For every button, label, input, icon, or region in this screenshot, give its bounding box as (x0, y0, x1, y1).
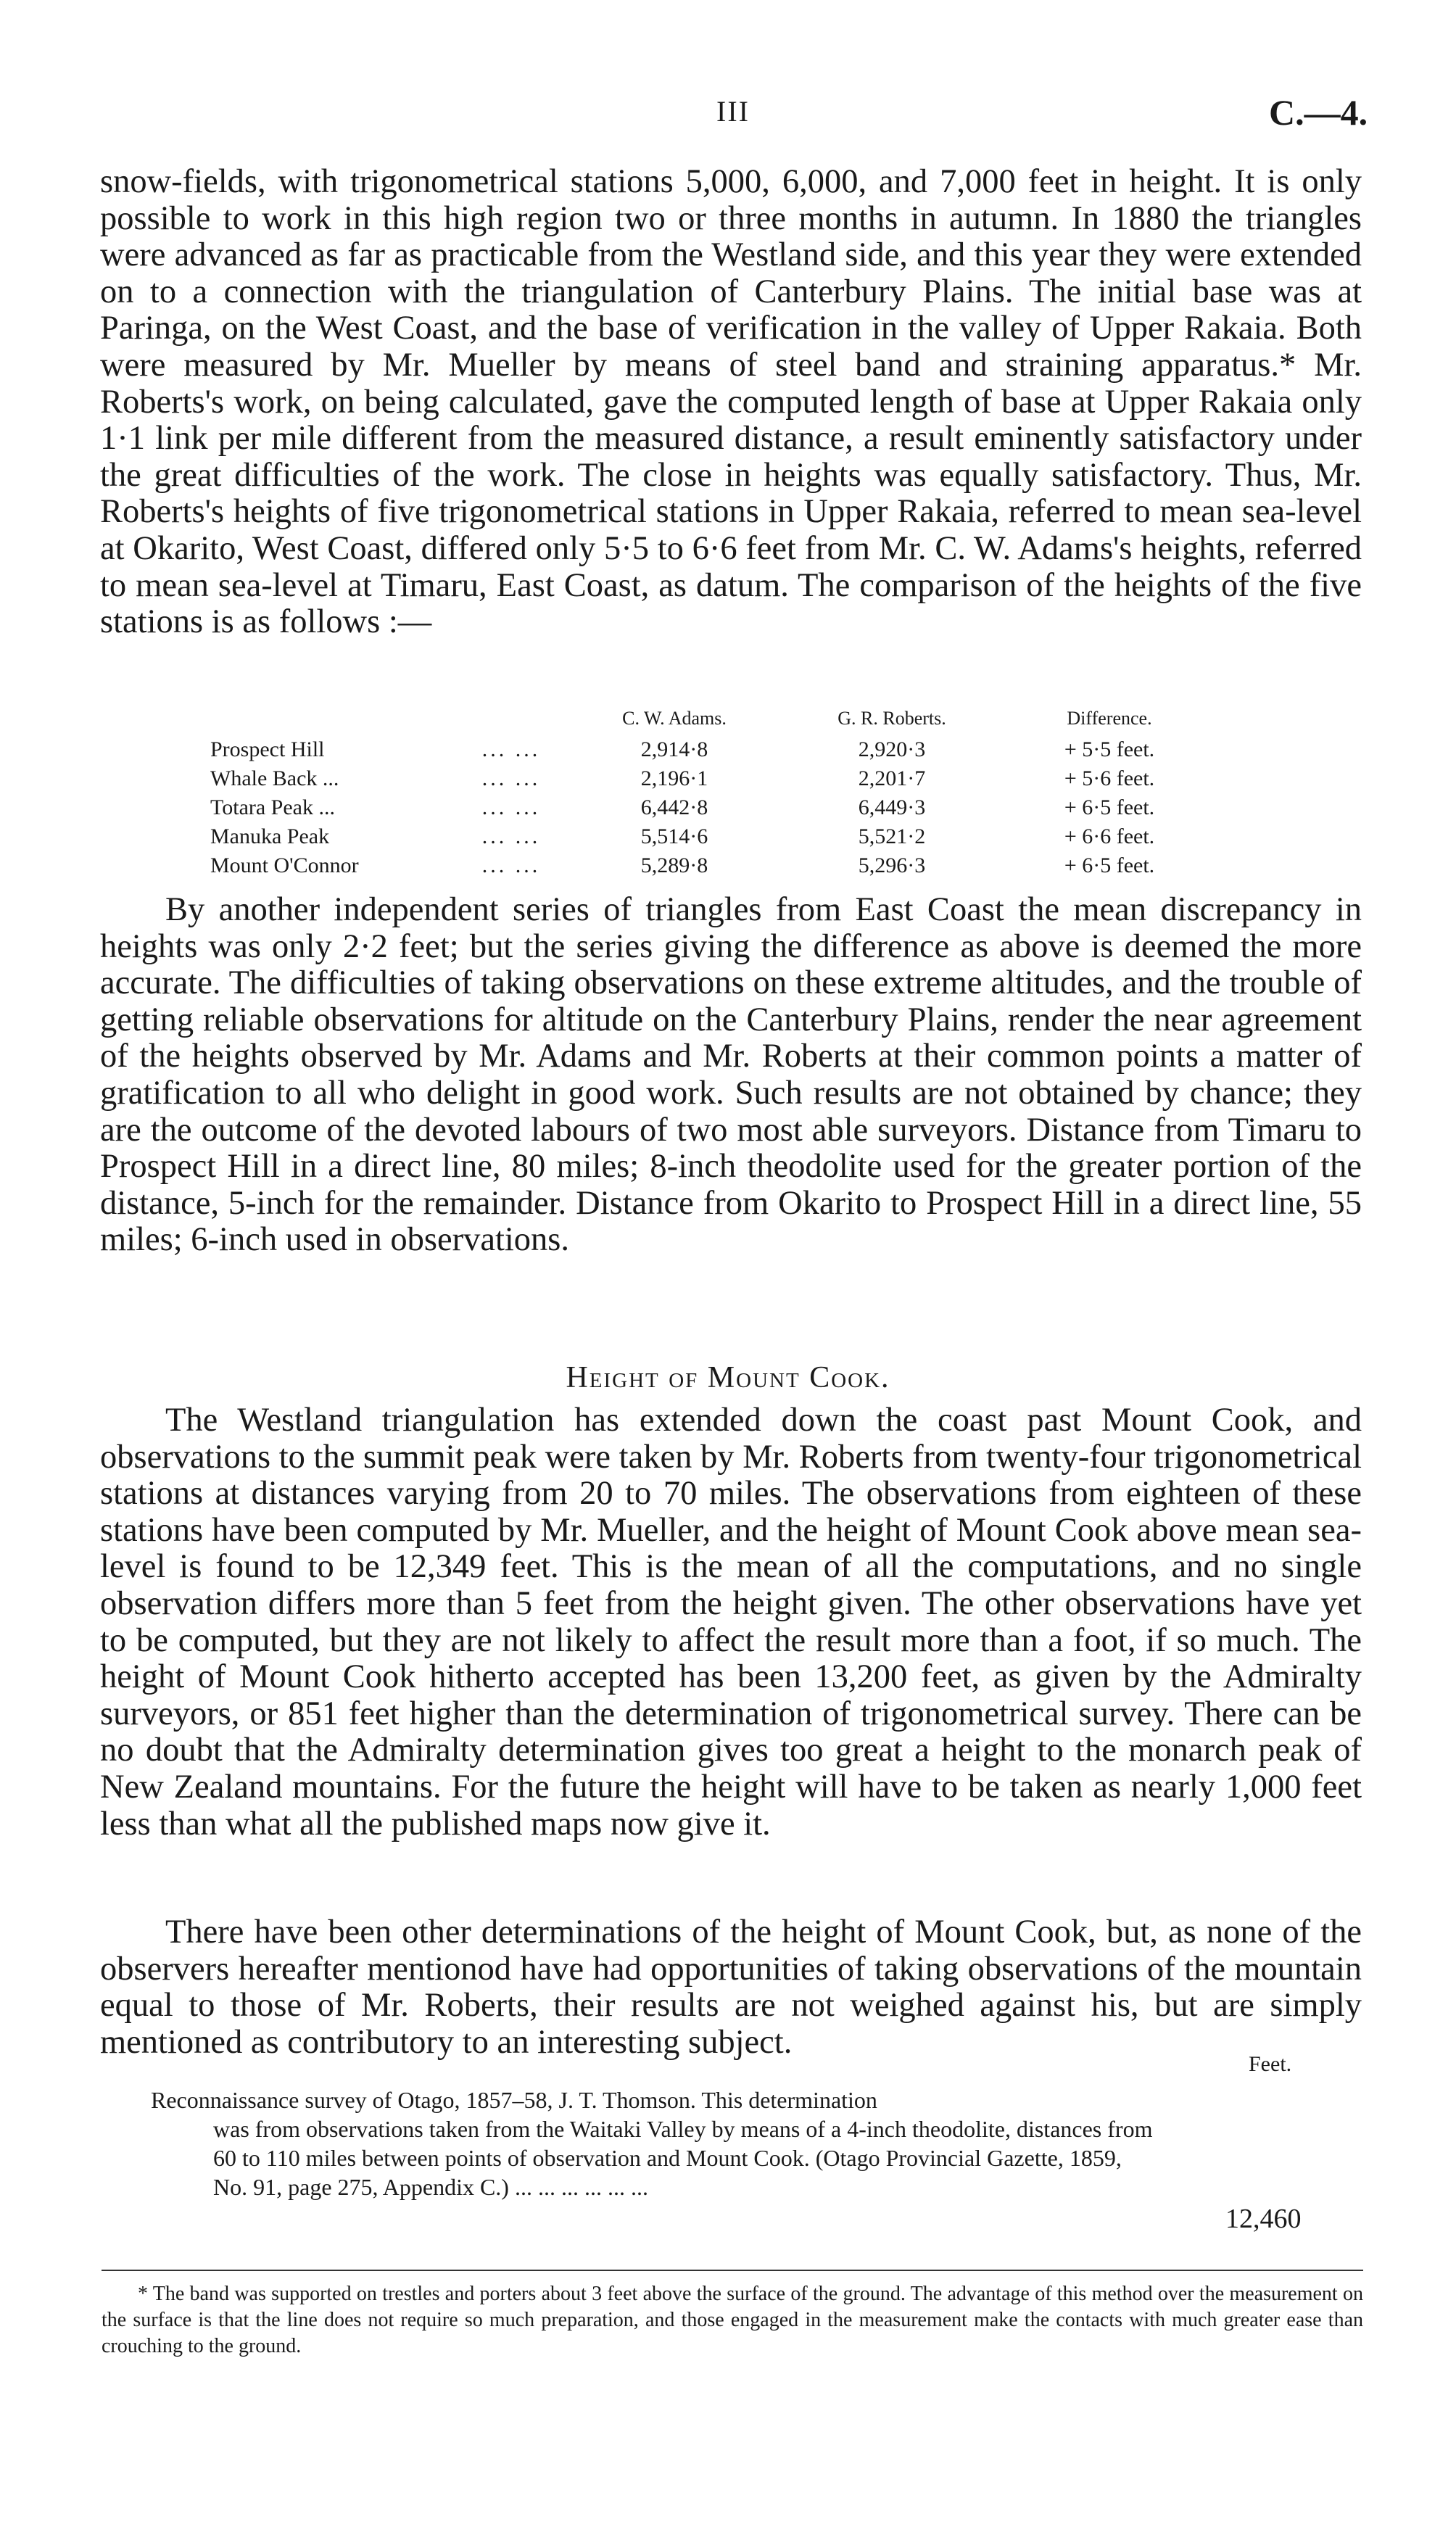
header-roberts: G. R. Roberts. (837, 708, 946, 729)
roberts-height: 5,521·2 (858, 824, 926, 848)
footnote-text: * The band was supported on trestles and porters about 3 feet above the surface of the ground. The advantage of this method over the measurement on the surface is that the line does not require so much preparation, and those engaged in the measurement make the contacts with much greater ease than crouching to the ground. (102, 2283, 1363, 2357)
leader-dots: ... ... (481, 795, 541, 819)
adams-height: 5,289·8 (640, 853, 708, 877)
adams-height: 6,442·8 (640, 795, 708, 819)
document-reference: C.—4. (1269, 92, 1368, 133)
station-name: Prospect Hill (210, 737, 325, 761)
paragraph-1-text: snow-fields, with trigonometrical stations 5,000, 6,000, and 7,000 feet in height. It is only possible to work in this high region two or three months in autumn. In 1880 the triangles were advanced as far as practicable from the Westland side, and this year they were extended on to a connection with the triangulation of Canterbury Plains. The initial base was at Paringa, on the West Coast, and the base of verification in the valley of Upper Rakaia. Both were measured by Mr. Mueller by means of steel band and straining apparatus.* Mr. Roberts's work, on being calculated, gave the computed length of base at Upper Rakaia only 1·1 link per mile different from the measured distance, a result eminently satisfactory under the great difficulties of the work. The close in heights was equally satisfactory. Thus, Mr. Roberts's heights of five trigonometrical stations in Upper Rakaia, referred to mean sea-level at Okarito, West Coast, differed only 5·5 to 6·6 feet from Mr. C. W. Adams's heights, referred to mean sea-level at Timaru, East Coast, as datum. The comparison of the heights of the five stations is as follows :— (100, 163, 1362, 641)
station-name: Whale Back ... (210, 766, 339, 790)
page-number: III (716, 95, 750, 128)
paragraph-2-text: By another independent series of triangles from East Coast the mean discrepancy in heights was only 2·2 feet; but the series giving the difference as above is deemed the more accurate. The difficulties of taking observations on these extreme altitudes, and the trouble of getting reliable observations for altitude on the Canterbury Plains, render the near agreement of the heights observed by Mr. Adams and Mr. Roberts at their common points a matter of gratification to all who delight in good work. Such results are not obtained by chance; they are the outcome of the devoted labours of two most able surveyors. Distance from Timaru to Prospect Hill in a direct line, 80 miles; 8-inch theodolite used for the greater portion of the distance, 5-inch for the remainder. Distance from Okarito to Prospect Hill in a direct line, 55 miles; 6-inch used in observations. (100, 891, 1362, 1259)
paragraph-4 (100, 1914, 1362, 2061)
feet-column-label: Feet. (1249, 2052, 1292, 2076)
footnote-divider (102, 2270, 1363, 2271)
paragraph-3 (100, 1402, 1362, 1843)
height-difference: + 6·5 feet. (1064, 853, 1155, 877)
roberts-height: 5,296·3 (858, 853, 926, 877)
paragraph-1 (100, 164, 1362, 641)
height-difference: + 5·5 feet. (1064, 737, 1155, 761)
leader-dots: ... ... (481, 766, 541, 790)
table-row (210, 822, 1218, 851)
paragraph-2 (100, 892, 1362, 1259)
adams-height: 2,914·8 (640, 737, 708, 761)
table-row (210, 735, 1218, 764)
table-row (210, 764, 1218, 793)
roberts-height: 2,201·7 (858, 766, 926, 790)
paragraph-3-text: The Westland triangulation has extended down the coast past Mount Cook, and observations to the summit peak were taken by Mr. Roberts from twenty-four trigonometrical stations at distances varying from 20 to 70 miles. The observations from eighteen of these stations have been computed by Mr. Mueller, and the height of Mount Cook above mean sea-level is found to be 12,349 feet. This is the mean of all the computations, and no single observation differs more than 5 feet from the height given. The other observations have yet to be computed, but they are not likely to affect the result more than a foot, if so much. The height of Mount Cook hitherto accepted has been 13,200 feet, as given by the Admiralty surveyors, or 851 feet higher than the determination of trigonometrical survey. There can be no doubt that the Admiralty determination gives too great a height to the monarch peak of New Zealand mountains. For the future the height will have to be taken as nearly 1,000 feet less than what all the published maps now give it. (100, 1402, 1362, 1843)
heights-comparison-table (210, 708, 1218, 880)
roberts-height: 6,449·3 (858, 795, 926, 819)
footnote (102, 2281, 1363, 2360)
station-name: Manuka Peak (210, 824, 330, 848)
roberts-height: 2,920·3 (858, 737, 926, 761)
adams-height: 5,514·6 (640, 824, 708, 848)
determination-entry (151, 2085, 1159, 2201)
entry-first-line: Reconnaissance survey of Otago, 1857–58, J. T. Thomson. This determination (151, 2087, 877, 2113)
height-difference: + 6·5 feet. (1064, 795, 1155, 819)
header-difference: Difference. (1067, 708, 1152, 729)
section-heading: Height of Mount Cook. (566, 1361, 890, 1394)
table-row (210, 793, 1218, 822)
height-difference: + 5·6 feet. (1064, 766, 1155, 790)
leader-dots: ... ... (481, 853, 541, 877)
paragraph-4-text: There have been other determinations of the height of Mount Cook, but, as none of the observers hereafter mentionod have had opportunities of taking observations of the mountain equal to those of Mr. Roberts, their results are not weighed against his, but are simply mentioned as contributory to an interesting subject. (100, 1914, 1362, 2061)
determination-value: 12,460 (1225, 2204, 1302, 2234)
leader-dots: ... ... (481, 737, 541, 761)
station-name: Totara Peak ... (210, 795, 336, 819)
height-difference: + 6·6 feet. (1064, 824, 1155, 848)
table-row (210, 851, 1218, 880)
adams-height: 2,196·1 (640, 766, 708, 790)
header-adams: C. W. Adams. (622, 708, 727, 729)
table-header-row (210, 708, 1218, 735)
leader-dots: ... ... (481, 824, 541, 848)
station-name: Mount O'Connor (210, 853, 359, 877)
entry-continuation: was from observations taken from the Waitaki Valley by means of a 4-inch theodolite, distances from 60 to 110 miles between points of observation and Mount Cook. (Otago Provincial Gazette, 1859, No. 91, page 275, Appendix C.) ... ... ... ... ... ... (213, 2116, 1153, 2200)
